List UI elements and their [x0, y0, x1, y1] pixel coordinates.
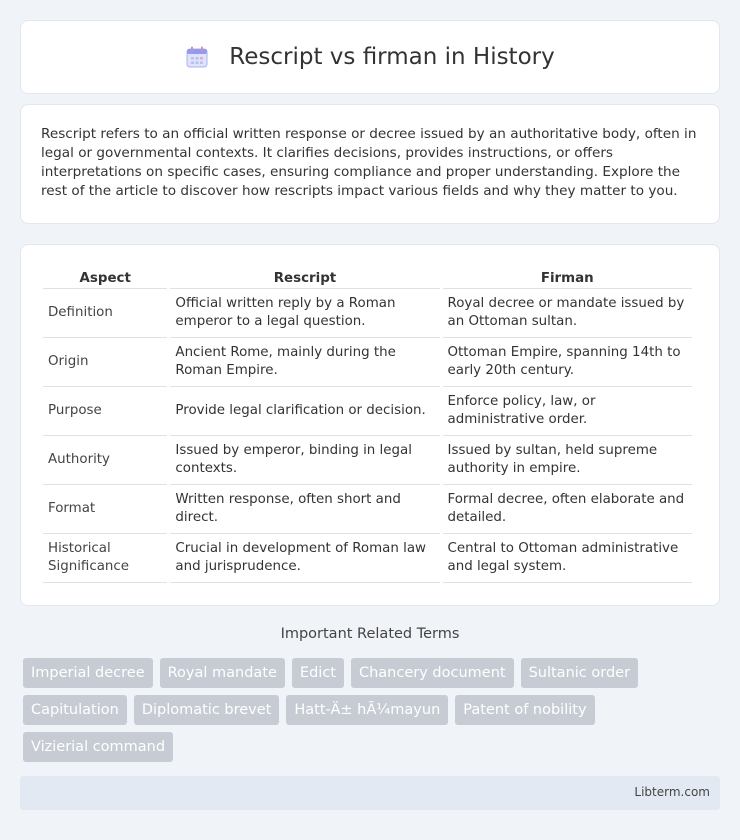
table-row — [43, 485, 692, 534]
related-terms-list — [23, 658, 723, 762]
table-header-row — [43, 267, 692, 289]
aspect-cell: Authority — [43, 436, 167, 485]
related-term-tag[interactable]: Sultanic order — [521, 658, 638, 688]
related-term-tag[interactable]: Imperial decree — [23, 658, 153, 688]
firman-cell: Enforce policy, law, or administrative order. — [443, 387, 692, 436]
related-term-tag[interactable]: Vizierial command — [23, 732, 173, 762]
footer — [20, 776, 720, 810]
aspect-cell: Historical Significance — [43, 534, 167, 583]
intro-text: Rescript refers to an official written response or decree issued by an authoritative body, often in legal or governmental contexts. It clarifies decisions, provides instructions, or offers interpretations on specific cases, ensuring compliance and proper understanding. Explore the rest of the article to discover how rescripts impact various fields and why they matter to you. — [41, 126, 697, 199]
firman-cell: Royal decree or mandate issued by an Ottoman sultan. — [443, 289, 692, 338]
header-inner — [185, 44, 554, 70]
rescript-cell: Issued by emperor, binding in legal contexts. — [170, 436, 439, 485]
calendar-icon — [185, 45, 209, 69]
intro-card — [20, 104, 720, 224]
rescript-cell: Official written reply by a Roman emperor to a legal question. — [170, 289, 439, 338]
related-term-tag[interactable]: Capitulation — [23, 695, 127, 725]
rescript-cell: Provide legal clarification or decision. — [170, 387, 439, 436]
comparison-table — [40, 267, 695, 583]
header-rescript: Rescript — [170, 267, 439, 289]
page-title: Rescript vs firman in History — [229, 44, 555, 70]
table-row — [43, 338, 692, 387]
related-term-tag[interactable]: Edict — [292, 658, 344, 688]
aspect-cell: Origin — [43, 338, 167, 387]
firman-cell: Central to Ottoman administrative and legal system. — [443, 534, 692, 583]
header-aspect: Aspect — [43, 267, 167, 289]
footer-site-link[interactable]: Libterm.com — [634, 785, 710, 799]
aspect-cell: Format — [43, 485, 167, 534]
rescript-cell: Written response, often short and direct. — [170, 485, 439, 534]
aspect-cell: Definition — [43, 289, 167, 338]
related-term-tag[interactable]: Royal mandate — [160, 658, 285, 688]
related-term-tag[interactable]: Patent of nobility — [455, 695, 594, 725]
table-row — [43, 387, 692, 436]
header-firman: Firman — [443, 267, 692, 289]
header-card — [20, 20, 720, 94]
related-terms-title: Important Related Terms — [280, 626, 460, 642]
table-row — [43, 436, 692, 485]
rescript-cell: Crucial in development of Roman law and jurisprudence. — [170, 534, 439, 583]
related-term-tag[interactable]: Chancery document — [351, 658, 514, 688]
firman-cell: Formal decree, often elaborate and detailed. — [443, 485, 692, 534]
aspect-cell: Purpose — [43, 387, 167, 436]
table-card — [20, 244, 720, 606]
firman-cell: Ottoman Empire, spanning 14th to early 20th century. — [443, 338, 692, 387]
firman-cell: Issued by sultan, held supreme authority in empire. — [443, 436, 692, 485]
related-term-tag[interactable]: Diplomatic brevet — [134, 695, 280, 725]
rescript-cell: Ancient Rome, mainly during the Roman Empire. — [170, 338, 439, 387]
table-row — [43, 534, 692, 583]
table-row — [43, 289, 692, 338]
related-term-tag[interactable]: Hatt-Ä± hÃ¼mayun — [286, 695, 448, 725]
